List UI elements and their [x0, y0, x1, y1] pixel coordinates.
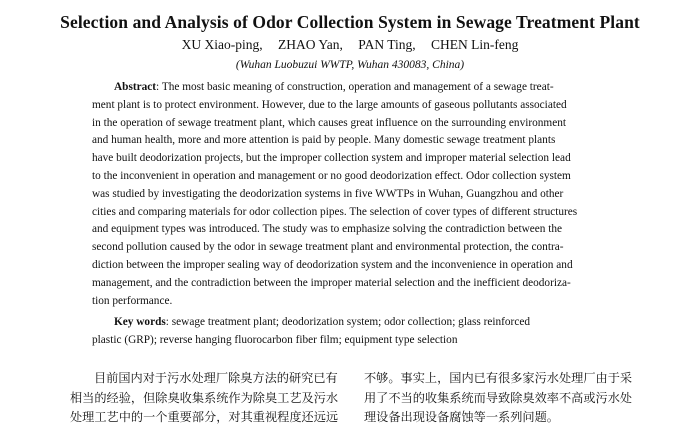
- abstract-line: and equipment types was introduced. The study was to emphasize solving the contradiction between the: [92, 223, 563, 236]
- abstract-line: [92, 79, 611, 97]
- keywords-line: [92, 314, 611, 332]
- keywords-label-sep: :: [165, 316, 169, 328]
- abstract-line: in the operation of sewage treatment plant, which causes great influence on the surrounding environment: [92, 116, 567, 129]
- body-line: 相当的经验，但除臭收集系统作为除臭工艺及污水: [70, 390, 339, 405]
- abstract-line: ment plant is to protect environment. However, due to the large amounts of gaseous pollutants associated: [92, 98, 567, 111]
- abstract-line: management, and the contradiction between the improper material selection and the inefficient deodoriza-: [92, 276, 571, 289]
- keywords-text: sewage treatment plant; deodorization system; odor collection; glass reinforced: [171, 316, 530, 328]
- author-4: CHEN Lin-feng: [430, 37, 519, 52]
- body-line: 处理工艺中的一个重要部分，对其重视程度还远远: [70, 410, 339, 424]
- abstract-line: to the inconvenient in operation and management or no good deodorization effect. Odor collection system: [92, 169, 571, 182]
- author-2: ZHAO Yan,: [278, 37, 343, 52]
- paper-title: Selection and Analysis of Odor Collection System in Sewage Treatment Plant: [60, 12, 640, 32]
- keywords-line: plastic (GRP); reverse hanging fluorocarbon fiber film; equipment type selection: [92, 333, 458, 346]
- abstract: [92, 79, 611, 310]
- abstract-text: The most basic meaning of construction, operation and management of a sewage treat-: [161, 81, 554, 93]
- body-line: 理设备出现设备腐蚀等一系列问题。: [364, 410, 559, 424]
- body-column-left: [70, 369, 340, 428]
- abstract-label-sep: :: [156, 81, 160, 93]
- keywords-label: Key words: [114, 316, 166, 328]
- abstract-line: and human health, more and more attention is paid by people. Many domestic sewage treatment plants: [92, 134, 556, 147]
- abstract-label: Abstract: [114, 81, 157, 93]
- author-3: PAN Ting,: [358, 37, 416, 52]
- abstract-line: second pollution caused by the odor in sewage treatment plant and environmental protection, the contra-: [92, 241, 564, 254]
- abstract-line: tion performance.: [92, 294, 173, 307]
- keywords: [92, 314, 611, 350]
- body-line: 用了不当的收集系统而导致除臭效率不高或污水处: [364, 390, 633, 405]
- abstract-line: cities and comparing materials for odor collection pipes. The selection of cover types of different structures: [92, 205, 578, 218]
- author-1: XU Xiao-ping,: [181, 37, 263, 52]
- body-line: 目前国内对于污水处理厂除臭方法的研究已有: [94, 371, 338, 385]
- abstract-line: have built deodorization projects, but the improper collection system and improper material selection lead: [92, 152, 571, 165]
- body-column-right: [364, 369, 634, 428]
- abstract-line: was studied by investigating the deodorization systems in five WWTPs in Wuhan, Guangzhou and other: [92, 187, 564, 200]
- body-line: 不够。事实上，国内已有很多家污水处理厂由于采: [364, 371, 633, 385]
- author-list: [0, 37, 700, 53]
- abstract-line: diction between the improper sealing way of deodorization system and the inconvenience in operation and: [92, 258, 573, 271]
- affiliation: (Wuhan Luobuzui WWTP, Wuhan 430083, China): [235, 59, 465, 71]
